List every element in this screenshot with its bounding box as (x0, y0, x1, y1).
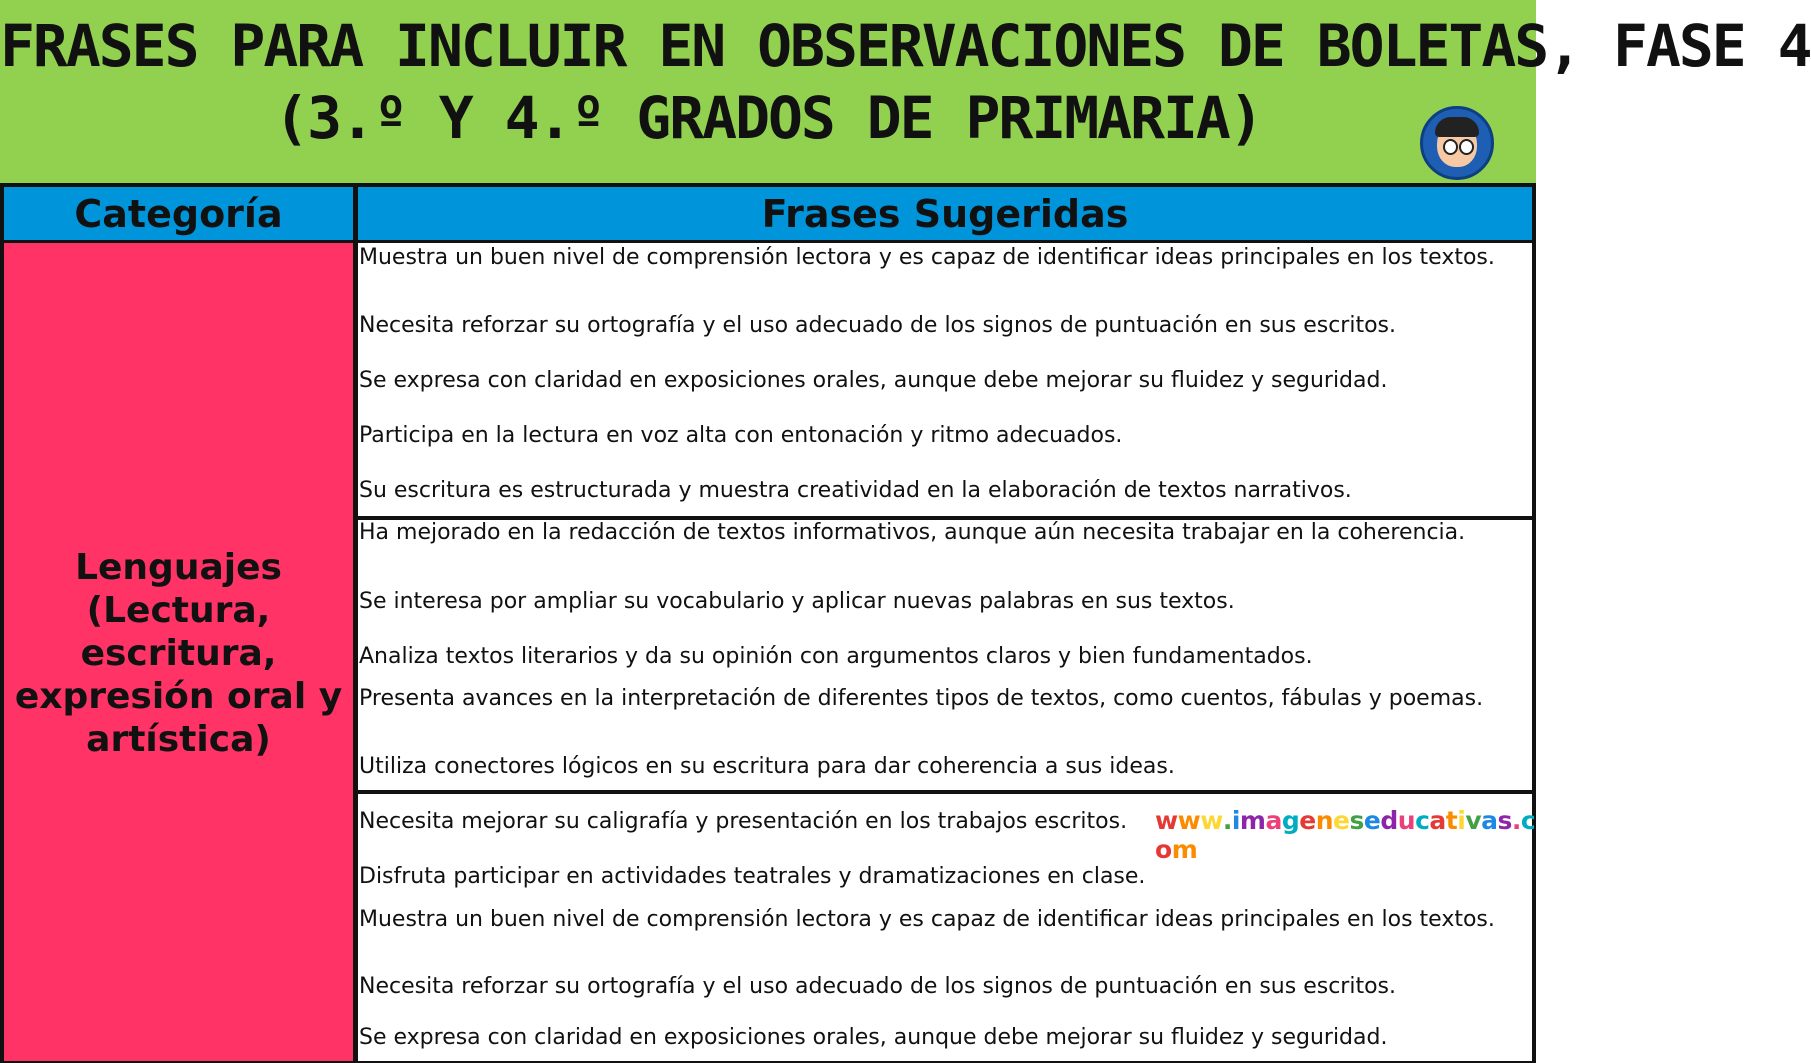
watermark-letter: . (1222, 806, 1232, 835)
phrase-item: Necesita reforzar su ortografía y el uso adecuado de los signos de puntuación en sus escritos. (359, 313, 1396, 338)
watermark-letter: m (1171, 835, 1198, 864)
watermark-letter: t (1445, 806, 1458, 835)
phrase-item: Disfruta participar en actividades teatrales y dramatizaciones en clase. (359, 864, 1146, 889)
phrase-item: Muestra un buen nivel de comprensión lectora y es capaz de identificar ideas principales en los textos. (359, 907, 1495, 932)
watermark-letter: . (1511, 806, 1521, 835)
category-line: (Lectura, (86, 590, 271, 631)
watermark-letter: w (1177, 806, 1201, 835)
watermark-letter: u (1397, 806, 1416, 835)
phrase-block-2 (358, 520, 1532, 790)
phrase-item: Se interesa por ampliar su vocabulario y aplicar nuevas palabras en sus textos. (359, 589, 1235, 614)
phrase-item: Su escritura es estructurada y muestra creatividad en la elaboración de textos narrativos. (359, 478, 1352, 503)
phrase-item: Se expresa con claridad en exposiciones orales, aunque debe mejorar su fluidez y seguridad. (359, 1025, 1388, 1050)
phrase-item: Necesita reforzar su ortografía y el uso adecuado de los signos de puntuación en sus escritos. (359, 974, 1396, 999)
phrases-table (0, 183, 1536, 1063)
watermark-letter: c (1520, 806, 1536, 835)
watermark-letter: a (1481, 806, 1498, 835)
website-watermark (1155, 806, 1536, 864)
category-line: expresión oral y (14, 676, 343, 717)
category-label (4, 546, 353, 761)
category-line: Lenguajes (75, 547, 282, 588)
category-line: escritura, (80, 633, 277, 674)
watermark-letter: i (1231, 806, 1240, 835)
category-line: artística) (86, 719, 271, 760)
phrase-item: Necesita mejorar su caligrafía y presentación en los trabajos escritos. (359, 809, 1128, 834)
watermark-letter: o (1155, 835, 1172, 864)
phrase-item: Presenta avances en la interpretación de diferentes tipos de textos, como cuentos, fábulas y poemas. (359, 686, 1484, 711)
watermark-letter: c (1415, 806, 1430, 835)
watermark-letter: d (1380, 806, 1398, 835)
watermark-letter: g (1281, 806, 1300, 835)
site-logo (1420, 106, 1494, 180)
watermark-letter: w (1200, 806, 1223, 835)
phrase-item: Se expresa con claridad en exposiciones orales, aunque debe mejorar su fluidez y seguridad. (359, 368, 1388, 393)
title-banner (0, 0, 1811, 183)
watermark-letter: s (1497, 806, 1512, 835)
phrase-item: Analiza textos literarios y da su opinión con argumentos claros y bien fundamentados. (359, 644, 1313, 669)
watermark-letter: a (1265, 806, 1282, 835)
watermark-letter: w (1155, 806, 1178, 835)
watermark-letter: e (1363, 806, 1381, 835)
page-title-line-1: FRASES PARA INCLUIR EN OBSERVACIONES DE BOLETAS, FASE 4 (0, 12, 1811, 80)
phrase-block-1 (358, 243, 1532, 516)
page-title-line-2: (3.º Y 4.º GRADOS DE PRIMARIA) (274, 84, 1262, 152)
phrase-item: Participa en la lectura en voz alta con entonación y ritmo adecuados. (359, 423, 1123, 448)
logo-hair-icon (1435, 117, 1479, 137)
column-header-phrases: Frases Sugeridas (358, 187, 1532, 240)
watermark-letter: i (1457, 806, 1466, 835)
watermark-letter: e (1299, 806, 1316, 835)
watermark-letter: e (1333, 806, 1350, 835)
logo-eye-icon (1443, 139, 1458, 155)
watermark-letter: v (1465, 806, 1482, 835)
watermark-letter: m (1239, 806, 1266, 835)
watermark-letter: n (1315, 806, 1334, 835)
category-cell (4, 243, 353, 1061)
phrase-item: Muestra un buen nivel de comprensión lectora y es capaz de identificar ideas principales en los textos. (359, 245, 1495, 270)
watermark-letter: a (1429, 806, 1446, 835)
phrase-item: Ha mejorado en la redacción de textos informativos, aunque aún necesita trabajar en la coherencia. (359, 520, 1466, 545)
column-header-category: Categoría (4, 187, 353, 240)
logo-eye-icon (1459, 139, 1474, 155)
phrase-item: Utiliza conectores lógicos en su escritura para dar coherencia a sus ideas. (359, 754, 1175, 779)
watermark-letter: s (1349, 806, 1364, 835)
